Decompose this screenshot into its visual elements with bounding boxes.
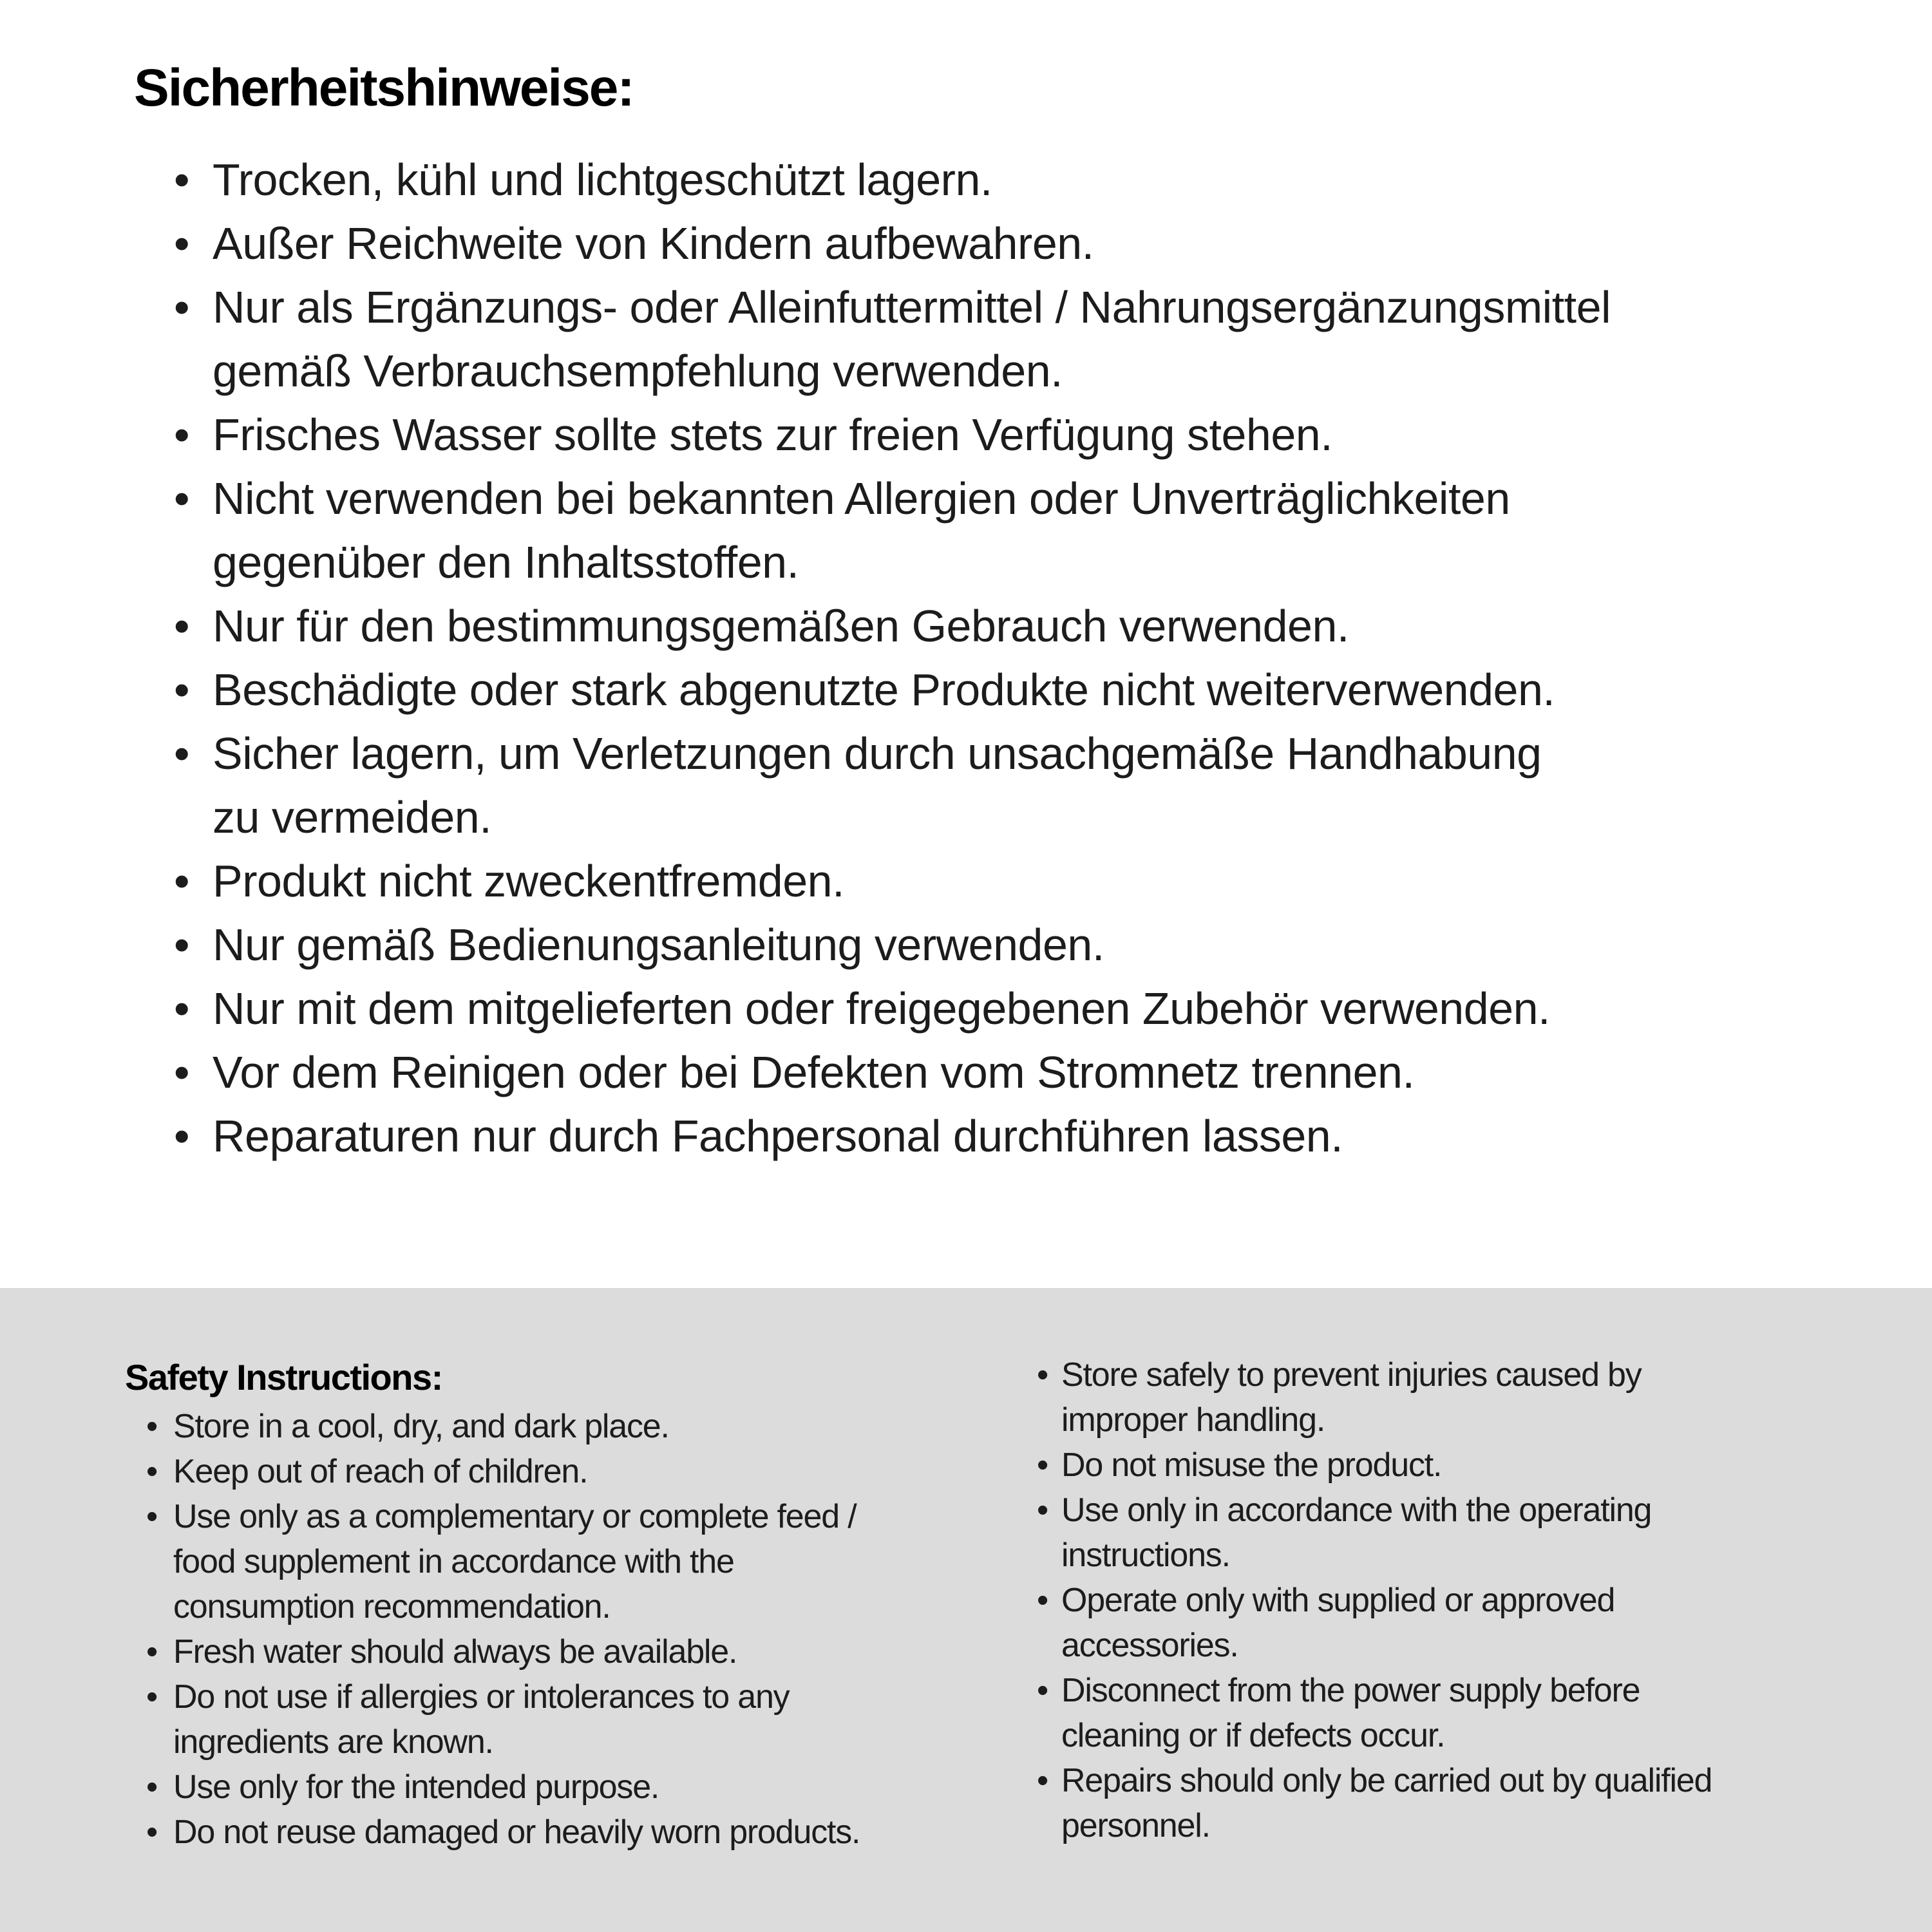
- bullet-icon: •: [174, 218, 190, 269]
- list-item-text: Keep out of reach of children.: [173, 1453, 588, 1490]
- list-item: [1037, 1488, 1913, 1533]
- bullet-icon: •: [174, 856, 190, 906]
- list-item-text: Use only in accordance with the operating: [1061, 1492, 1652, 1529]
- list-item: [174, 531, 1913, 594]
- list-item-text: gegenüber den Inhaltsstoffen.: [213, 537, 799, 587]
- list-item: [174, 977, 1913, 1041]
- list-item-text: Nicht verwenden bei bekannten Allergien oder Unverträglichkeiten: [213, 473, 1510, 524]
- list-item-text: Frisches Wasser sollte stets zur freien Verfügung stehen.: [213, 410, 1333, 460]
- list-item: [146, 1810, 1022, 1855]
- list-item-text: Vor dem Reinigen oder bei Defekten vom Stromnetz trennen.: [213, 1047, 1415, 1097]
- bullet-icon: •: [174, 282, 190, 332]
- list-item-text: Fresh water should always be available.: [173, 1633, 737, 1671]
- list-item-text: ingredients are known.: [173, 1723, 493, 1761]
- list-item: [1037, 1578, 1913, 1623]
- english-right-column: [1037, 1352, 1913, 1848]
- list-item-text: Nur mit dem mitgelieferten oder freigegebenen Zubehör verwenden.: [213, 983, 1550, 1034]
- bullet-icon: •: [146, 1768, 158, 1806]
- bullet-icon: •: [1037, 1492, 1048, 1529]
- list-item-text: Repairs should only be carried out by qualified: [1061, 1762, 1712, 1799]
- list-item: [1037, 1803, 1913, 1848]
- list-item: [1037, 1352, 1913, 1397]
- list-item-text: food supplement in accordance with the: [173, 1543, 734, 1580]
- list-item-text: consumption recommendation.: [173, 1588, 611, 1625]
- list-item-text: Use only for the intended purpose.: [173, 1768, 659, 1806]
- list-item: [174, 913, 1913, 977]
- list-item: [174, 594, 1913, 658]
- list-item: [146, 1719, 1022, 1765]
- bullet-icon: •: [174, 1047, 190, 1097]
- bullet-icon: •: [1037, 1446, 1048, 1484]
- list-item: [146, 1674, 1022, 1719]
- bullet-icon: •: [146, 1814, 158, 1851]
- list-item: [1037, 1623, 1913, 1668]
- list-item-text: Reparaturen nur durch Fachpersonal durchführen lassen.: [213, 1111, 1343, 1161]
- list-item: [174, 148, 1913, 212]
- list-item-text: Beschädigte oder stark abgenutzte Produkte nicht weiterverwenden.: [213, 665, 1555, 715]
- bullet-icon: •: [174, 601, 190, 651]
- list-item-text: Store in a cool, dry, and dark place.: [173, 1408, 669, 1445]
- bullet-icon: •: [1037, 1356, 1048, 1394]
- list-item-text: cleaning or if defects occur.: [1061, 1717, 1445, 1754]
- bullet-icon: •: [174, 728, 190, 779]
- list-item-text: Do not use if allergies or intolerances to any: [173, 1678, 790, 1716]
- list-item-text: Nur als Ergänzungs- oder Alleinfuttermittel / Nahrungsergänzungsmittel: [213, 282, 1611, 332]
- list-item-text: zu vermeiden.: [213, 792, 492, 842]
- bullet-icon: •: [1037, 1672, 1048, 1709]
- german-section-title: Sicherheitshinweise:: [134, 59, 634, 117]
- list-item: [174, 276, 1913, 339]
- bullet-icon: •: [146, 1633, 158, 1671]
- bullet-icon: •: [174, 665, 190, 715]
- list-item-text: Nur gemäß Bedienungsanleitung verwenden.: [213, 920, 1104, 970]
- list-item: [174, 1104, 1913, 1168]
- bullet-icon: •: [146, 1678, 158, 1716]
- list-item: [174, 339, 1913, 403]
- list-item: [146, 1404, 1022, 1449]
- german-instructions-list: [174, 148, 1913, 1168]
- list-item-text: Disconnect from the power supply before: [1061, 1672, 1640, 1709]
- bullet-icon: •: [146, 1408, 158, 1445]
- list-item-text: Do not misuse the product.: [1061, 1446, 1442, 1484]
- list-item: [174, 658, 1913, 722]
- list-item-text: Sicher lagern, um Verletzungen durch unsachgemäße Handhabung: [213, 728, 1542, 779]
- bullet-icon: •: [174, 410, 190, 460]
- list-item: [1037, 1668, 1913, 1713]
- bullet-icon: •: [146, 1498, 158, 1535]
- list-item: [174, 1041, 1913, 1104]
- list-item: [146, 1584, 1022, 1629]
- list-item-text: gemäß Verbrauchsempfehlung verwenden.: [213, 346, 1063, 396]
- list-item-text: Use only as a complementary or complete feed /: [173, 1498, 857, 1535]
- list-item-text: Operate only with supplied or approved: [1061, 1582, 1615, 1619]
- list-item: [174, 212, 1913, 276]
- list-item: [146, 1494, 1022, 1539]
- list-item: [174, 467, 1913, 531]
- list-item: [174, 403, 1913, 467]
- bullet-icon: •: [174, 155, 190, 205]
- list-item: [1037, 1397, 1913, 1443]
- list-item-text: Außer Reichweite von Kindern aufbewahren.: [213, 218, 1094, 269]
- bullet-icon: •: [1037, 1762, 1048, 1799]
- list-item-text: Trocken, kühl und lichtgeschützt lagern.: [213, 155, 992, 205]
- list-item-text: Do not reuse damaged or heavily worn products.: [173, 1814, 860, 1851]
- list-item-text: Store safely to prevent injuries caused by: [1061, 1356, 1642, 1394]
- list-item: [1037, 1533, 1913, 1578]
- bullet-icon: •: [1037, 1582, 1048, 1619]
- list-item: [1037, 1758, 1913, 1803]
- list-item: [146, 1539, 1022, 1584]
- list-item: [174, 786, 1913, 849]
- list-item-text: personnel.: [1061, 1807, 1210, 1844]
- list-item-text: Produkt nicht zweckentfremden.: [213, 856, 845, 906]
- list-item-text: accessories.: [1061, 1627, 1238, 1664]
- bullet-icon: •: [174, 983, 190, 1034]
- bullet-icon: •: [146, 1453, 158, 1490]
- english-left-column: [146, 1404, 1022, 1855]
- list-item: [174, 849, 1913, 913]
- list-item: [1037, 1443, 1913, 1488]
- bullet-icon: •: [174, 920, 190, 970]
- list-item-text: instructions.: [1061, 1537, 1230, 1574]
- bullet-icon: •: [174, 1111, 190, 1161]
- list-item: [146, 1629, 1022, 1674]
- list-item: [146, 1765, 1022, 1810]
- list-item: [174, 722, 1913, 786]
- list-item-text: Nur für den bestimmungsgemäßen Gebrauch verwenden.: [213, 601, 1349, 651]
- list-item: [1037, 1713, 1913, 1758]
- list-item: [146, 1449, 1022, 1494]
- list-item-text: improper handling.: [1061, 1401, 1325, 1439]
- bullet-icon: •: [174, 473, 190, 524]
- english-section-title: Safety Instructions:: [125, 1357, 442, 1397]
